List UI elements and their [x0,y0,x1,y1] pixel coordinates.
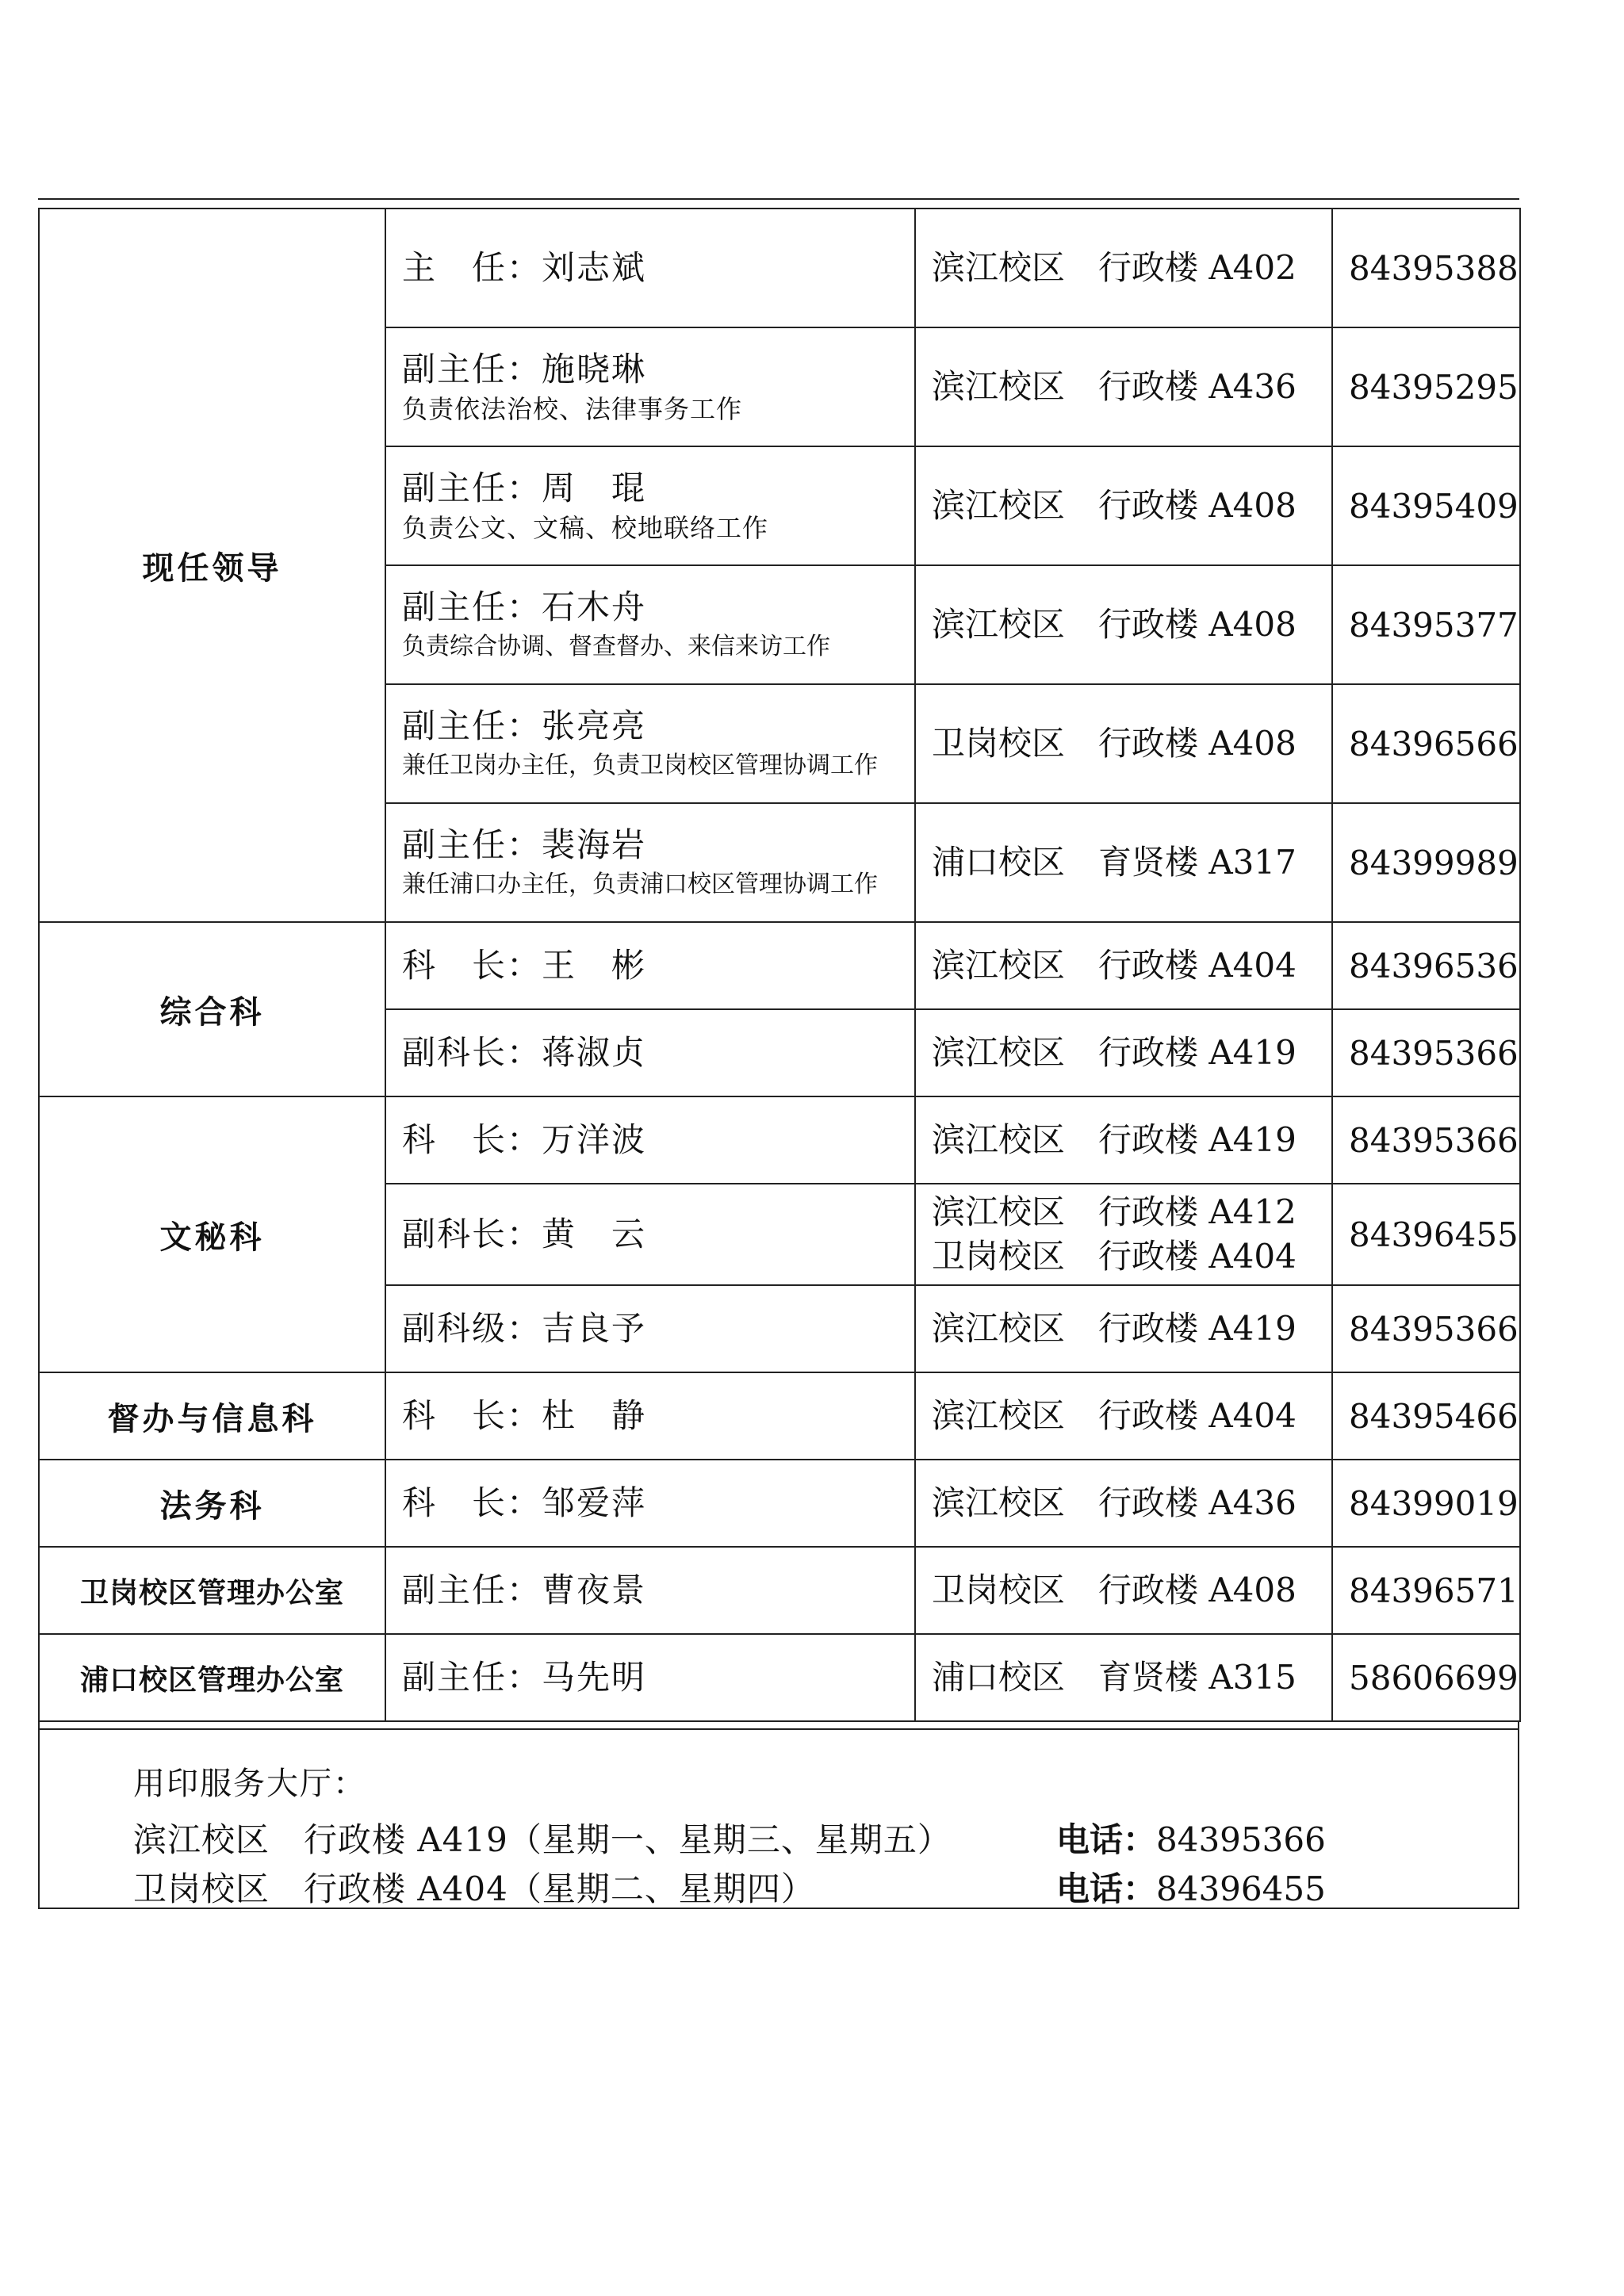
phone-number: 84395295 [1332,327,1520,446]
person-name: 副主任：张亮亮 [402,706,647,745]
office-location: 滨江校区 行政楼 A408 [932,486,1297,525]
office-location-cell [915,1634,1332,1721]
phone-number: 84395409 [1332,446,1520,565]
contact-table [38,208,1521,1722]
table-row [39,1372,1520,1460]
phone-number: 84395366 [1332,1009,1520,1096]
office-location-cell [915,1285,1332,1372]
person-name: 副科长：蒋淑贞 [402,1033,647,1072]
person-cell [385,1184,915,1285]
table-row [39,922,1520,1009]
person-cell [385,565,915,684]
office-location: 卫岗校区 行政楼 A408 [932,724,1297,763]
phone-number: 84395366 [1332,1285,1520,1372]
person-name: 科 长：杜 静 [402,1396,647,1435]
person-cell [385,209,915,327]
department-cell: 综合科 [39,922,385,1096]
office-location: 滨江校区 行政楼 A412 [932,1192,1297,1231]
office-location-cell [915,1547,1332,1634]
department-cell: 现任领导 [39,209,385,922]
person-duties: 负责公文、文稿、校地联络工作 [402,513,769,543]
person-cell [385,327,915,446]
person-name: 副主任：石木舟 [402,587,647,626]
office-location: 滨江校区 行政楼 A419 [932,1309,1297,1348]
footer-phone-binjiang [1056,1814,1326,1862]
office-location: 滨江校区 行政楼 A402 [932,248,1297,287]
top-rule-gap [38,200,1519,208]
footer-line-binjiang: 滨江校区 行政楼 A419（星期一、星期三、星期五） [133,1820,952,1859]
person-cell [385,1547,915,1634]
department-cell: 浦口校区管理办公室 [39,1634,385,1721]
contact-document [38,198,1519,1909]
person-duties: 兼任卫岗办主任，负责卫岗校区管理协调工作 [402,752,878,779]
office-location: 浦口校区 育贤楼 A315 [932,1658,1297,1697]
person-cell [385,1460,915,1547]
phone-label: 电话： [1056,1820,1157,1859]
phone-number: 84396455 [1156,1869,1326,1908]
person-cell [385,922,915,1009]
office-location: 卫岗校区 行政楼 A404 [932,1237,1297,1276]
office-location: 滨江校区 行政楼 A419 [932,1120,1297,1159]
department-cell: 法务科 [39,1460,385,1547]
table-row [39,1096,1520,1184]
phone-number: 84396536 [1332,922,1520,1009]
office-location-cell [915,1184,1332,1285]
office-location: 卫岗校区 行政楼 A408 [932,1571,1297,1609]
footer-title: 用印服务大厅： [133,1766,366,1802]
office-location: 浦口校区 育贤楼 A317 [932,843,1297,882]
person-duties: 负责综合协调、督查督办、来信来访工作 [402,633,830,660]
office-location-cell [915,209,1332,327]
person-cell [385,803,915,922]
phone-number: 84395377 [1332,565,1520,684]
office-location-cell [915,684,1332,803]
person-name: 科 长：王 彬 [402,946,647,985]
table-row [39,209,1520,327]
phone-number: 84399989 [1332,803,1520,922]
phone-number: 84395466 [1332,1372,1520,1460]
office-location: 滨江校区 行政楼 A419 [932,1033,1297,1072]
phone-label: 电话： [1056,1869,1157,1908]
person-name: 副主任：裴海岩 [402,825,647,864]
person-name: 副主任：马先明 [402,1658,647,1697]
contact-table-body [39,209,1520,1721]
person-name: 科 长：万洋波 [402,1120,647,1159]
person-cell [385,684,915,803]
person-name: 副科级：吉良予 [402,1309,647,1348]
office-location: 滨江校区 行政楼 A404 [932,946,1297,985]
person-name: 科 长：邹爱萍 [402,1483,647,1522]
office-location-cell [915,1009,1332,1096]
office-location: 滨江校区 行政楼 A436 [932,367,1297,406]
office-location-cell [915,1372,1332,1460]
person-name: 副科长：黄 云 [402,1215,647,1253]
person-cell [385,1372,915,1460]
phone-number: 84399019 [1332,1460,1520,1547]
office-location-cell [915,803,1332,922]
phone-number: 84395388 [1332,209,1520,327]
department-cell: 卫岗校区管理办公室 [39,1547,385,1634]
phone-number: 84396571 [1332,1547,1520,1634]
office-location-cell [915,446,1332,565]
person-cell [385,1096,915,1184]
person-cell [385,1285,915,1372]
table-row [39,1460,1520,1547]
office-location-cell [915,922,1332,1009]
department-cell: 文秘科 [39,1096,385,1372]
office-location: 滨江校区 行政楼 A404 [932,1396,1297,1435]
person-name: 副主任：曹夜景 [402,1571,647,1609]
phone-number: 84396566 [1332,684,1520,803]
office-location-cell [915,1096,1332,1184]
phone-number: 84396455 [1332,1184,1520,1285]
seal-service-hall [38,1728,1519,1909]
person-name: 副主任：施晓琳 [402,350,647,388]
person-cell [385,1009,915,1096]
footer-phone-weigang [1056,1863,1326,1911]
table-row [39,1634,1520,1721]
person-name: 主 任：刘志斌 [402,248,647,287]
person-duties: 兼任浦口办主任，负责浦口校区管理协调工作 [402,871,878,898]
person-duties: 负责依法治校、法律事务工作 [402,394,743,424]
footer-gap [38,1722,1519,1728]
phone-number: 84395366 [1156,1820,1326,1859]
office-location: 滨江校区 行政楼 A408 [932,605,1297,644]
office-location: 滨江校区 行政楼 A436 [932,1483,1297,1522]
phone-number: 84395366 [1332,1096,1520,1184]
office-location-cell [915,327,1332,446]
table-row [39,1547,1520,1634]
office-location-cell [915,1460,1332,1547]
person-name: 副主任：周 琨 [402,469,647,507]
person-cell [385,1634,915,1721]
footer-line-weigang: 卫岗校区 行政楼 A404（星期二、星期四） [133,1869,815,1908]
person-cell [385,446,915,565]
department-cell: 督办与信息科 [39,1372,385,1460]
office-location-cell [915,565,1332,684]
phone-number: 58606699 [1332,1634,1520,1721]
